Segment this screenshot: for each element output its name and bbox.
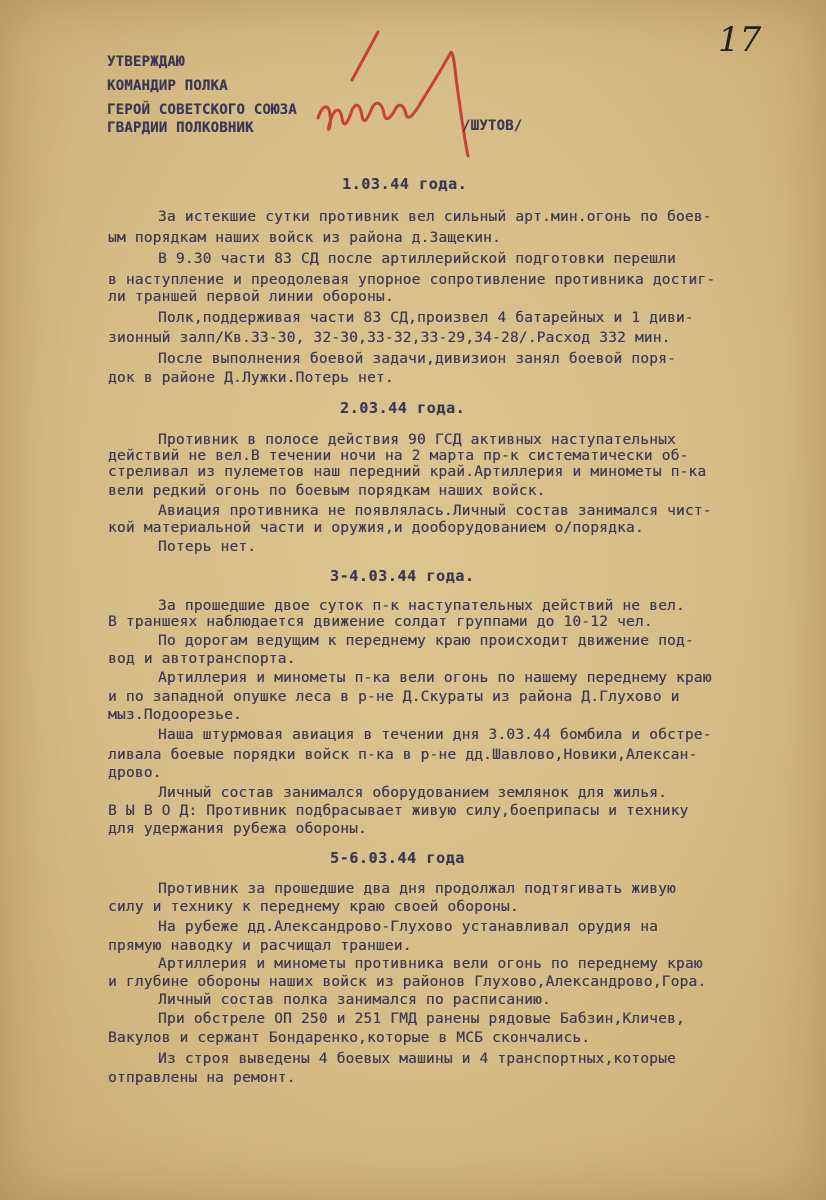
approved-label: УТВЕРЖДАЮ — [107, 54, 185, 70]
commander-rank: ГВАРДИИ ПОЛКОВНИК — [107, 120, 254, 136]
text-line: Противник за прошедшие два дня продолжал подтягивать живую — [158, 881, 676, 897]
text-line: После выполнения боевой задачи,дивизион занял боевой поря- — [158, 351, 676, 367]
text-line: док в районе Д.Лужки.Потерь нет. — [108, 370, 394, 386]
text-line: и по западной опушке леса в р-не Д.Скураты из района Д.Глухово и — [108, 689, 680, 705]
text-line: На рубеже дд.Александрово-Глухово устанавливал орудия на — [158, 919, 659, 935]
text-line: дрово. — [108, 765, 162, 781]
text-line: вели редкий огонь по боевым порядкам наших войск. — [108, 483, 546, 499]
text-line: Личный состав полка занимался по расписанию. — [158, 992, 551, 1008]
text-line: силу и технику к переднему краю своей обороны. — [108, 899, 519, 915]
section-date: 3-4.03.44 года. — [330, 567, 475, 585]
text-line: мыз.Подоорезье. — [108, 707, 242, 723]
text-line: Личный состав занимался оборудованием землянок для жилья. — [158, 785, 667, 801]
text-line: стреливал из пулеметов наш передний край.Артиллерия и минометы п-ка — [108, 464, 707, 480]
text-line: кой материальной части и оружия,и дооборудованием о/порядка. — [108, 520, 644, 536]
text-line: ли траншей первой линии обороны. — [108, 289, 394, 305]
folio-number: 17 — [718, 20, 762, 60]
text-line: В Ы В О Д: Противник подбрасывает живую силу,боеприпасы и технику — [108, 803, 689, 819]
section-date: 2.03.44 года. — [340, 399, 466, 417]
section-date: 5-6.03.44 года — [330, 849, 465, 867]
text-line: действий не вел.В течении ночи на 2 марта пр-к систематически об- — [108, 448, 689, 464]
text-line: Артиллерия и минометы п-ка вели огонь по нашему переднему краю — [158, 670, 712, 686]
text-line: Наша штурмовая авиация в течении дня 3.03.44 бомбила и обстре- — [158, 727, 712, 743]
text-line: По дорогам ведущим к переднему краю происходит движение под- — [158, 633, 694, 649]
text-line: отправлены на ремонт. — [108, 1070, 296, 1086]
text-line: и глубине обороны наших войск из районов Глухово,Александрово,Гора. — [108, 974, 707, 990]
text-line: За истекшие сутки противник вел сильный арт.мин.огонь по боев- — [158, 209, 712, 225]
text-line: За прошедшие двое суток п-к наступательных действий не вел. — [158, 598, 685, 614]
text-line: в наступление и преодолевая упорное сопротивление противника достиг- — [108, 272, 716, 288]
text-line: Полк,поддерживая части 83 СД,произвел 4 батарейных и 1 диви- — [158, 310, 694, 326]
text-line: ливала боевые порядки войск п-ка в р-не дд.Шавлово,Новики,Алексан- — [108, 747, 698, 763]
commander-signature — [300, 18, 500, 168]
text-line: вод и автотранспорта. — [108, 651, 296, 667]
commander-honor: ГЕРОЙ СОВЕТСКОГО СОЮЗА — [107, 102, 297, 118]
text-line: Вакулов и сержант Бондаренко,которые в МСБ скончались. — [108, 1030, 591, 1046]
text-line: При обстреле ОП 250 и 251 ГМД ранены рядовые Бабзин,Кличев, — [158, 1011, 685, 1027]
text-line: для удержания рубежа обороны. — [108, 821, 367, 837]
text-line: В траншеях наблюдается движение солдат группами до 10-12 чел. — [108, 614, 653, 630]
text-line: Из строя выведены 4 боевых машины и 4 транспортных,которые — [158, 1051, 676, 1067]
commander-name: /ШУТОВ/ — [462, 118, 523, 134]
text-line: Противник в полосе действия 90 ГСД активных наступательных — [158, 432, 676, 448]
text-line: В 9.30 части 83 СД после артиллерийской подготовки перешли — [158, 251, 676, 267]
section-date: 1.03.44 года. — [342, 175, 468, 193]
text-line: зионный залп/Кв.33-30, 32-30,33-32,33-29,34-28/.Расход 332 мин. — [108, 330, 671, 346]
commander-position: КОМАНДИР ПОЛКА — [107, 78, 228, 94]
text-line: Потерь нет. — [158, 539, 257, 555]
text-line: Авиация противника не появлялась.Личный состав занимался чист- — [158, 503, 712, 519]
text-line: прямую наводку и расчищал траншеи. — [108, 938, 412, 954]
text-line: ым порядкам наших войск из района д.Защекин. — [108, 230, 501, 246]
text-line: Артиллерия и минометы противника вели огонь по переднему краю — [158, 956, 703, 972]
